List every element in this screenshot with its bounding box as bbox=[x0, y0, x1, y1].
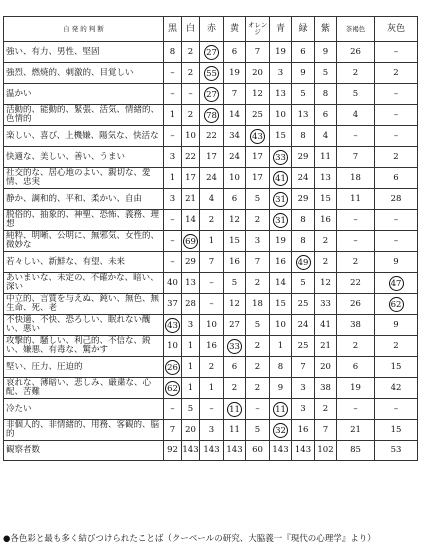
value-cell: 15 bbox=[375, 420, 418, 441]
value-cell: 2 bbox=[246, 336, 270, 357]
row-label: 強い、有力、男性、堅固 bbox=[4, 42, 164, 63]
circled-value: 27 bbox=[204, 87, 219, 102]
row-label: 冷たい bbox=[4, 399, 164, 420]
value-cell: 5 bbox=[246, 189, 270, 210]
value-cell: 15 bbox=[315, 189, 337, 210]
value-cell bbox=[270, 168, 292, 189]
header-color: 緑 bbox=[292, 17, 315, 42]
circled-value: 69 bbox=[183, 234, 198, 249]
circled-value: 26 bbox=[165, 360, 180, 375]
row-label: 楽しい、喜び、上機嫌、陽気な、快活な bbox=[4, 126, 164, 147]
value-cell: 9 bbox=[375, 252, 418, 273]
value-cell: 21 bbox=[337, 420, 375, 441]
value-cell: – bbox=[375, 210, 418, 231]
value-cell: 13 bbox=[270, 84, 292, 105]
table-row bbox=[4, 399, 418, 420]
table-row bbox=[4, 168, 418, 189]
value-cell bbox=[164, 357, 182, 378]
color-association-table bbox=[3, 16, 418, 461]
table-body bbox=[4, 42, 418, 461]
value-cell: 24 bbox=[224, 147, 246, 168]
value-cell: 1 bbox=[270, 336, 292, 357]
row-label: 活動的、能動的、緊張、活気、情緒的、色情的 bbox=[4, 105, 164, 126]
value-cell: – bbox=[164, 252, 182, 273]
value-cell: 11 bbox=[337, 189, 375, 210]
value-cell: 11 bbox=[224, 420, 246, 441]
value-cell bbox=[246, 126, 270, 147]
value-cell: 3 bbox=[246, 231, 270, 252]
value-cell: 26 bbox=[337, 42, 375, 63]
value-cell: 26 bbox=[337, 294, 375, 315]
value-cell: 1 bbox=[182, 336, 200, 357]
value-cell: 2 bbox=[375, 147, 418, 168]
value-cell: 19 bbox=[224, 63, 246, 84]
value-cell: 143 bbox=[224, 441, 246, 461]
value-cell: 12 bbox=[315, 273, 337, 294]
value-cell: 17 bbox=[182, 168, 200, 189]
value-cell: 24 bbox=[292, 315, 315, 336]
value-cell: 12 bbox=[224, 294, 246, 315]
value-cell: 16 bbox=[315, 210, 337, 231]
value-cell: – bbox=[375, 231, 418, 252]
table-row bbox=[4, 105, 418, 126]
value-cell: – bbox=[337, 210, 375, 231]
value-cell: – bbox=[337, 399, 375, 420]
value-cell: 2 bbox=[246, 357, 270, 378]
row-label: 非個人的、非情緒的、用務、客観的、脳的 bbox=[4, 420, 164, 441]
value-cell: 4 bbox=[200, 189, 224, 210]
value-cell: – bbox=[375, 126, 418, 147]
value-cell bbox=[224, 399, 246, 420]
value-cell bbox=[375, 273, 418, 294]
value-cell: 1 bbox=[164, 168, 182, 189]
table-row bbox=[4, 294, 418, 315]
table-row bbox=[4, 315, 418, 336]
header-color: 赤 bbox=[200, 17, 224, 42]
header-color: 白 bbox=[182, 17, 200, 42]
value-cell: 17 bbox=[200, 147, 224, 168]
value-cell: 41 bbox=[315, 315, 337, 336]
value-cell: 6 bbox=[375, 168, 418, 189]
value-cell: 13 bbox=[292, 105, 315, 126]
value-cell bbox=[292, 252, 315, 273]
value-cell: 2 bbox=[182, 63, 200, 84]
value-cell bbox=[224, 336, 246, 357]
value-cell bbox=[200, 105, 224, 126]
table-row bbox=[4, 357, 418, 378]
value-cell: 3 bbox=[164, 189, 182, 210]
value-cell: 4 bbox=[315, 126, 337, 147]
circled-value: 32 bbox=[273, 423, 288, 438]
value-cell: 28 bbox=[375, 189, 418, 210]
header-row bbox=[4, 17, 418, 42]
footnote: ●各色彩と最も多く結びつけられたことば（クーベールの研究、大脇義一『現代の心理学』より） bbox=[3, 534, 376, 544]
value-cell: 15 bbox=[375, 357, 418, 378]
value-cell bbox=[270, 189, 292, 210]
value-cell: 2 bbox=[246, 378, 270, 399]
value-cell: 25 bbox=[246, 105, 270, 126]
value-cell: – bbox=[375, 84, 418, 105]
value-cell: 13 bbox=[315, 168, 337, 189]
table-row bbox=[4, 84, 418, 105]
value-cell: 5 bbox=[337, 84, 375, 105]
value-cell: 16 bbox=[224, 252, 246, 273]
value-cell: 7 bbox=[246, 252, 270, 273]
value-cell: 6 bbox=[224, 357, 246, 378]
value-cell: 38 bbox=[315, 378, 337, 399]
value-cell: 2 bbox=[315, 231, 337, 252]
row-label: 堅い、圧力、圧迫的 bbox=[4, 357, 164, 378]
value-cell: 13 bbox=[182, 273, 200, 294]
value-cell: 102 bbox=[315, 441, 337, 461]
row-label: 脱俗的、抽象的、神聖、恐怖、義務、理想 bbox=[4, 210, 164, 231]
table-row bbox=[4, 63, 418, 84]
circled-value: 62 bbox=[165, 381, 180, 396]
value-cell: 7 bbox=[292, 357, 315, 378]
value-cell: 16 bbox=[270, 252, 292, 273]
value-cell: 20 bbox=[246, 63, 270, 84]
value-cell: 29 bbox=[292, 189, 315, 210]
circled-value: 11 bbox=[227, 402, 242, 417]
value-cell: 10 bbox=[200, 315, 224, 336]
value-cell: 3 bbox=[200, 420, 224, 441]
value-cell: 18 bbox=[246, 294, 270, 315]
table-row bbox=[4, 336, 418, 357]
value-cell: 2 bbox=[315, 399, 337, 420]
value-cell: 2 bbox=[182, 105, 200, 126]
value-cell: 7 bbox=[224, 84, 246, 105]
value-cell: 15 bbox=[270, 126, 292, 147]
value-cell: 19 bbox=[337, 378, 375, 399]
table-row bbox=[4, 126, 418, 147]
value-cell: 15 bbox=[270, 294, 292, 315]
circled-value: 11 bbox=[273, 402, 288, 417]
value-cell bbox=[270, 420, 292, 441]
value-cell: 2 bbox=[337, 63, 375, 84]
value-cell: 4 bbox=[337, 105, 375, 126]
value-cell bbox=[182, 231, 200, 252]
value-cell: 6 bbox=[337, 357, 375, 378]
table-row bbox=[4, 189, 418, 210]
value-cell: 14 bbox=[270, 273, 292, 294]
value-cell: 16 bbox=[200, 336, 224, 357]
value-cell: 42 bbox=[375, 378, 418, 399]
value-cell: 12 bbox=[224, 210, 246, 231]
table-row bbox=[4, 210, 418, 231]
value-cell: 21 bbox=[182, 189, 200, 210]
value-cell: 14 bbox=[182, 210, 200, 231]
value-cell bbox=[375, 294, 418, 315]
value-cell: 21 bbox=[315, 336, 337, 357]
value-cell bbox=[270, 147, 292, 168]
table-row bbox=[4, 231, 418, 252]
value-cell: 17 bbox=[246, 168, 270, 189]
value-cell: 27 bbox=[224, 315, 246, 336]
value-cell: – bbox=[375, 42, 418, 63]
value-cell: 22 bbox=[200, 126, 224, 147]
value-cell: 34 bbox=[224, 126, 246, 147]
header-color: 茶褐色 bbox=[337, 17, 375, 42]
value-cell: 7 bbox=[337, 147, 375, 168]
value-cell: 2 bbox=[337, 252, 375, 273]
value-cell: 38 bbox=[337, 315, 375, 336]
value-cell: 2 bbox=[375, 63, 418, 84]
value-cell: 10 bbox=[270, 315, 292, 336]
table-row bbox=[4, 147, 418, 168]
value-cell bbox=[270, 210, 292, 231]
value-cell: 2 bbox=[200, 357, 224, 378]
value-cell: 10 bbox=[182, 126, 200, 147]
value-cell: 3 bbox=[164, 147, 182, 168]
circled-value: 31 bbox=[273, 192, 288, 207]
value-cell: 2 bbox=[337, 336, 375, 357]
value-cell: 20 bbox=[182, 420, 200, 441]
row-label: 観察者数 bbox=[4, 441, 164, 461]
value-cell: – bbox=[200, 294, 224, 315]
value-cell: 8 bbox=[292, 210, 315, 231]
value-cell: 22 bbox=[337, 273, 375, 294]
value-cell: 1 bbox=[182, 357, 200, 378]
row-label: 温かい bbox=[4, 84, 164, 105]
value-cell: – bbox=[200, 399, 224, 420]
value-cell: – bbox=[164, 231, 182, 252]
value-cell: – bbox=[337, 126, 375, 147]
value-cell: 85 bbox=[337, 441, 375, 461]
row-label: 快適な、美しい、善い、うまい bbox=[4, 147, 164, 168]
value-cell: 24 bbox=[200, 168, 224, 189]
header-judgment: 自 発 的 判 断 bbox=[4, 17, 164, 42]
value-cell bbox=[200, 84, 224, 105]
value-cell: 10 bbox=[164, 336, 182, 357]
row-label: 不快適、不快、恐ろしい、眠れない醜い、悪い bbox=[4, 315, 164, 336]
circled-value: 49 bbox=[296, 255, 311, 270]
circled-value: 33 bbox=[227, 339, 242, 354]
table-row bbox=[4, 273, 418, 294]
header-color: 青 bbox=[270, 17, 292, 42]
value-cell: 3 bbox=[270, 63, 292, 84]
value-cell: 5 bbox=[315, 63, 337, 84]
value-cell: 11 bbox=[315, 147, 337, 168]
value-cell: 12 bbox=[246, 84, 270, 105]
value-cell: 9 bbox=[375, 315, 418, 336]
value-cell: 5 bbox=[182, 399, 200, 420]
value-cell: 2 bbox=[246, 210, 270, 231]
circled-value: 62 bbox=[389, 297, 404, 312]
value-cell: 2 bbox=[246, 273, 270, 294]
value-cell: – bbox=[164, 210, 182, 231]
value-cell bbox=[200, 63, 224, 84]
value-cell: 22 bbox=[182, 147, 200, 168]
value-cell: 6 bbox=[292, 42, 315, 63]
value-cell bbox=[164, 378, 182, 399]
row-label: 静か、調和的、平和、柔かい、自由 bbox=[4, 189, 164, 210]
value-cell: 9 bbox=[292, 63, 315, 84]
circled-value: 27 bbox=[204, 45, 219, 60]
value-cell: 6 bbox=[315, 105, 337, 126]
row-label: あいまいな、未定の、不確かな、暗い、深い bbox=[4, 273, 164, 294]
circled-value: 78 bbox=[204, 108, 219, 123]
value-cell: 3 bbox=[292, 378, 315, 399]
value-cell: 19 bbox=[270, 42, 292, 63]
value-cell: 2 bbox=[182, 42, 200, 63]
value-cell: 9 bbox=[315, 42, 337, 63]
value-cell: 143 bbox=[270, 441, 292, 461]
value-cell: 1 bbox=[200, 378, 224, 399]
value-cell: 8 bbox=[292, 231, 315, 252]
value-cell: 10 bbox=[270, 105, 292, 126]
value-cell: 143 bbox=[200, 441, 224, 461]
value-cell: 16 bbox=[292, 420, 315, 441]
row-label: 攻撃的、騒しい、利己的、不信な、鋭い、嫌悪、有毒な、驚かす bbox=[4, 336, 164, 357]
table-row bbox=[4, 252, 418, 273]
value-cell: 8 bbox=[292, 126, 315, 147]
value-cell: 7 bbox=[164, 420, 182, 441]
value-cell: 9 bbox=[270, 378, 292, 399]
row-label: 純粋、明晰、公明に、無邪気、女性的、微妙な bbox=[4, 231, 164, 252]
value-cell: 19 bbox=[270, 231, 292, 252]
row-label: 社交的な、居心地のよい、親切な、愛情、忠実 bbox=[4, 168, 164, 189]
value-cell: – bbox=[375, 399, 418, 420]
value-cell: 2 bbox=[375, 336, 418, 357]
value-cell: 33 bbox=[315, 294, 337, 315]
circled-value: 31 bbox=[273, 213, 288, 228]
header-color: 黒 bbox=[164, 17, 182, 42]
value-cell: 1 bbox=[182, 378, 200, 399]
row-label: 中立的、言質を与えぬ、鈍い、無色、無生命、死、老 bbox=[4, 294, 164, 315]
value-cell: 143 bbox=[182, 441, 200, 461]
value-cell: 6 bbox=[224, 189, 246, 210]
value-cell: 25 bbox=[292, 294, 315, 315]
table-row bbox=[4, 42, 418, 63]
value-cell: 2 bbox=[224, 378, 246, 399]
value-cell: 37 bbox=[164, 294, 182, 315]
circled-value: 43 bbox=[250, 129, 265, 144]
value-cell: 14 bbox=[224, 105, 246, 126]
value-cell: 92 bbox=[164, 441, 182, 461]
value-cell: 5 bbox=[292, 273, 315, 294]
value-cell: – bbox=[375, 105, 418, 126]
value-cell: 5 bbox=[224, 273, 246, 294]
row-label: 若々しい、新鮮な、有望、未来 bbox=[4, 252, 164, 273]
value-cell: 29 bbox=[292, 147, 315, 168]
value-cell: 40 bbox=[164, 273, 182, 294]
value-cell: 1 bbox=[164, 105, 182, 126]
value-cell: – bbox=[200, 273, 224, 294]
value-cell bbox=[200, 42, 224, 63]
circled-value: 47 bbox=[389, 276, 404, 291]
value-cell: 6 bbox=[224, 42, 246, 63]
value-cell: 3 bbox=[182, 315, 200, 336]
value-cell: 53 bbox=[375, 441, 418, 461]
value-cell: 2 bbox=[315, 252, 337, 273]
value-cell: 1 bbox=[200, 231, 224, 252]
value-cell: – bbox=[164, 63, 182, 84]
header-color: 灰色 bbox=[375, 17, 418, 42]
value-cell: 18 bbox=[337, 168, 375, 189]
value-cell: – bbox=[246, 399, 270, 420]
table-row bbox=[4, 420, 418, 441]
header-color: 紫 bbox=[315, 17, 337, 42]
value-cell bbox=[270, 399, 292, 420]
row-label: 強烈、燃焼的、刺激的、目覚しい bbox=[4, 63, 164, 84]
value-cell bbox=[164, 315, 182, 336]
value-cell: 5 bbox=[292, 84, 315, 105]
value-cell: 5 bbox=[246, 315, 270, 336]
row-label: 哀れな、薄暗い、悲しみ、厳粛な、心配、苦難 bbox=[4, 378, 164, 399]
value-cell: 24 bbox=[292, 168, 315, 189]
circled-value: 33 bbox=[273, 150, 288, 165]
value-cell: 15 bbox=[224, 231, 246, 252]
total-row bbox=[4, 441, 418, 461]
header-color: 黄 bbox=[224, 17, 246, 42]
value-cell: 5 bbox=[246, 420, 270, 441]
value-cell: – bbox=[337, 231, 375, 252]
value-cell: – bbox=[164, 126, 182, 147]
value-cell: 17 bbox=[246, 147, 270, 168]
value-cell: 28 bbox=[182, 294, 200, 315]
table-row bbox=[4, 378, 418, 399]
value-cell: 2 bbox=[200, 210, 224, 231]
value-cell: 7 bbox=[246, 42, 270, 63]
value-cell: 8 bbox=[164, 42, 182, 63]
value-cell: 7 bbox=[200, 252, 224, 273]
value-cell: 3 bbox=[292, 399, 315, 420]
header-color: オレンジ bbox=[246, 17, 270, 42]
circled-value: 41 bbox=[273, 171, 288, 186]
value-cell: 29 bbox=[182, 252, 200, 273]
value-cell: 20 bbox=[315, 357, 337, 378]
value-cell: 10 bbox=[224, 168, 246, 189]
value-cell: 60 bbox=[246, 441, 270, 461]
value-cell: – bbox=[164, 84, 182, 105]
value-cell: – bbox=[164, 399, 182, 420]
value-cell: 143 bbox=[292, 441, 315, 461]
value-cell: – bbox=[182, 84, 200, 105]
circled-value: 55 bbox=[204, 66, 219, 81]
value-cell: 8 bbox=[315, 84, 337, 105]
circled-value: 43 bbox=[165, 318, 180, 333]
value-cell: 7 bbox=[315, 420, 337, 441]
value-cell: 25 bbox=[292, 336, 315, 357]
value-cell: 8 bbox=[270, 357, 292, 378]
